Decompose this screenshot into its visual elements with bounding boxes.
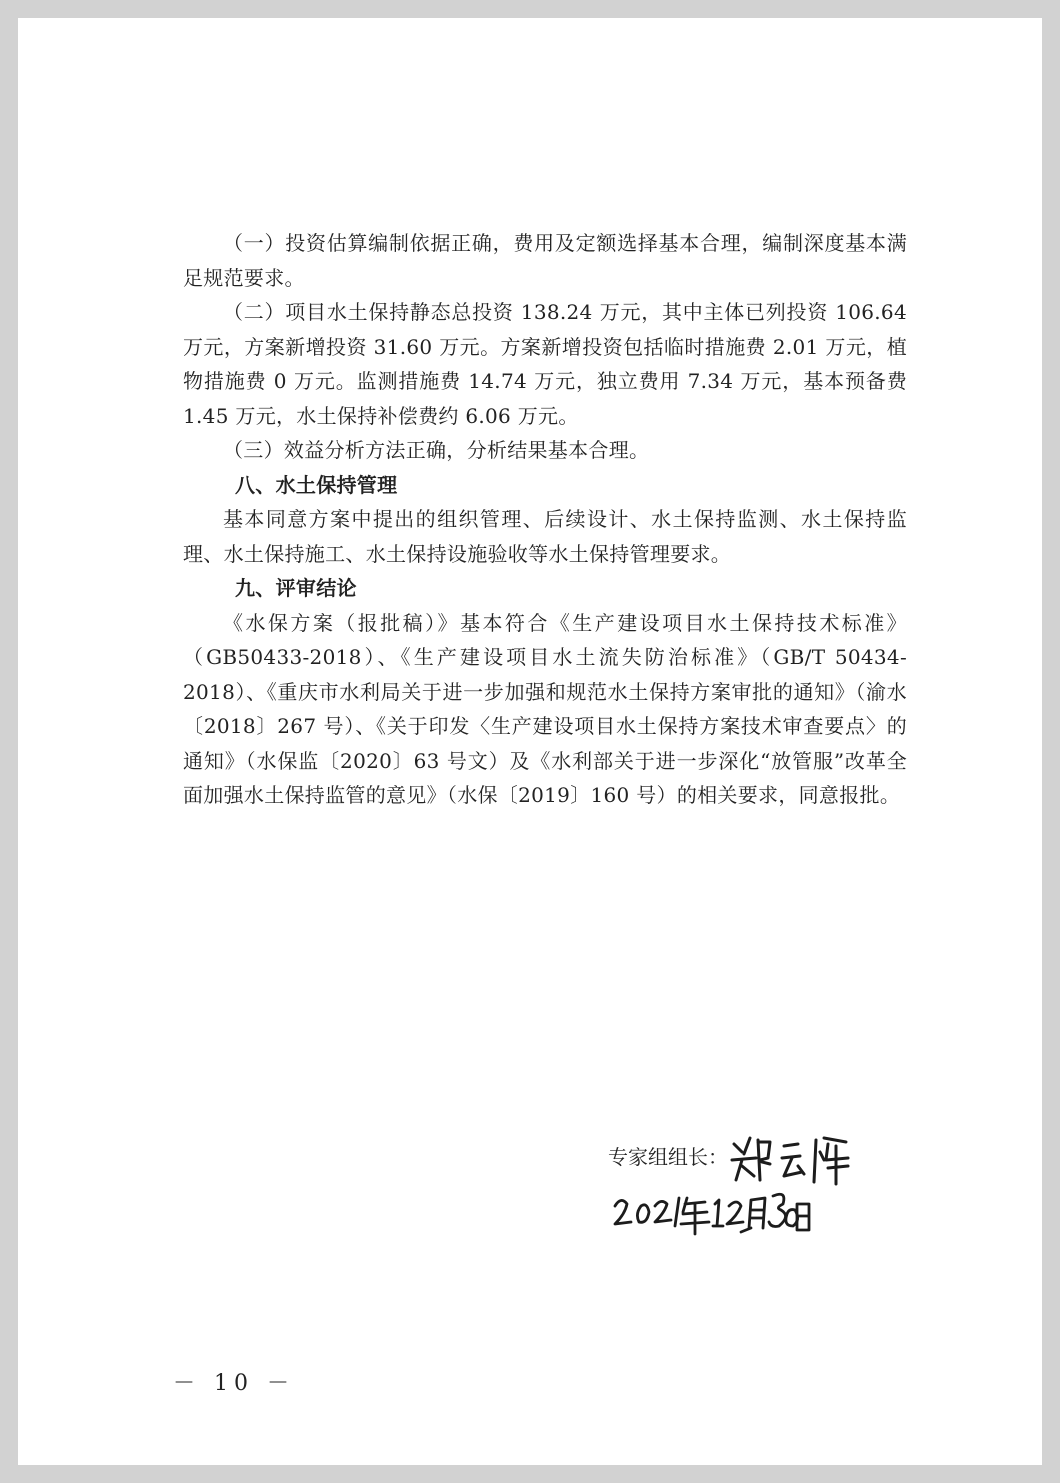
signature-label: 专家组组长： bbox=[608, 1145, 728, 1169]
paragraph-management: 基本同意方案中提出的组织管理、后续设计、水土保持监测、水土保持监理、水土保持施工、水土保持设施验收等水土保持管理要求。 bbox=[183, 507, 907, 566]
paragraph-investment-basis: （一）投资估算编制依据正确，费用及定额选择基本合理，编制深度基本满足规范要求。 bbox=[183, 231, 907, 290]
paragraph-benefit-analysis: （三）效益分析方法正确，分析结果基本合理。 bbox=[223, 438, 650, 462]
section-heading-conclusion: 九、评审结论 bbox=[235, 576, 357, 600]
paragraph-investment-amounts: （二）项目水土保持静态总投资 138.24 万元，其中主体已列投资 106.64 万元，方案新增投资 31.60 万元。方案新增投资包括临时措施费 2.01 万元，植物措施费 0 万元。监测措施费 14.74 万元，独立费用 7.34 万元，基本预备费 1.45 万元，水土保持补偿费约 6.06 万元。 bbox=[183, 300, 907, 428]
document-page bbox=[18, 18, 1042, 1465]
page-number: － 10 － bbox=[173, 1371, 295, 1396]
section-heading-management: 八、水土保持管理 bbox=[235, 472, 398, 497]
handwritten-date bbox=[611, 1186, 811, 1242]
document-body bbox=[183, 226, 907, 813]
paragraph-conclusion: 《水保方案（报批稿）》基本符合《生产建设项目水土保持技术标准》（GB50433-2018）、《生产建设项目水土流失防治标准》（GB/T 50434-2018）、《重庆市水利局关于进一步加强和规范水土保持方案审批的通知》（渝水〔2018〕267 号）、《关于印发〈生产建设项目水土保持方案技术审查要点〉的通知》（水保监〔2020〕63 号文）及《水利部关于进一步深化“放管服”改革全面加强水土保持监管的意见》（水保〔2019〕160 号）的相关要求，同意报批。 bbox=[183, 610, 907, 807]
handwritten-signature bbox=[728, 1130, 858, 1190]
